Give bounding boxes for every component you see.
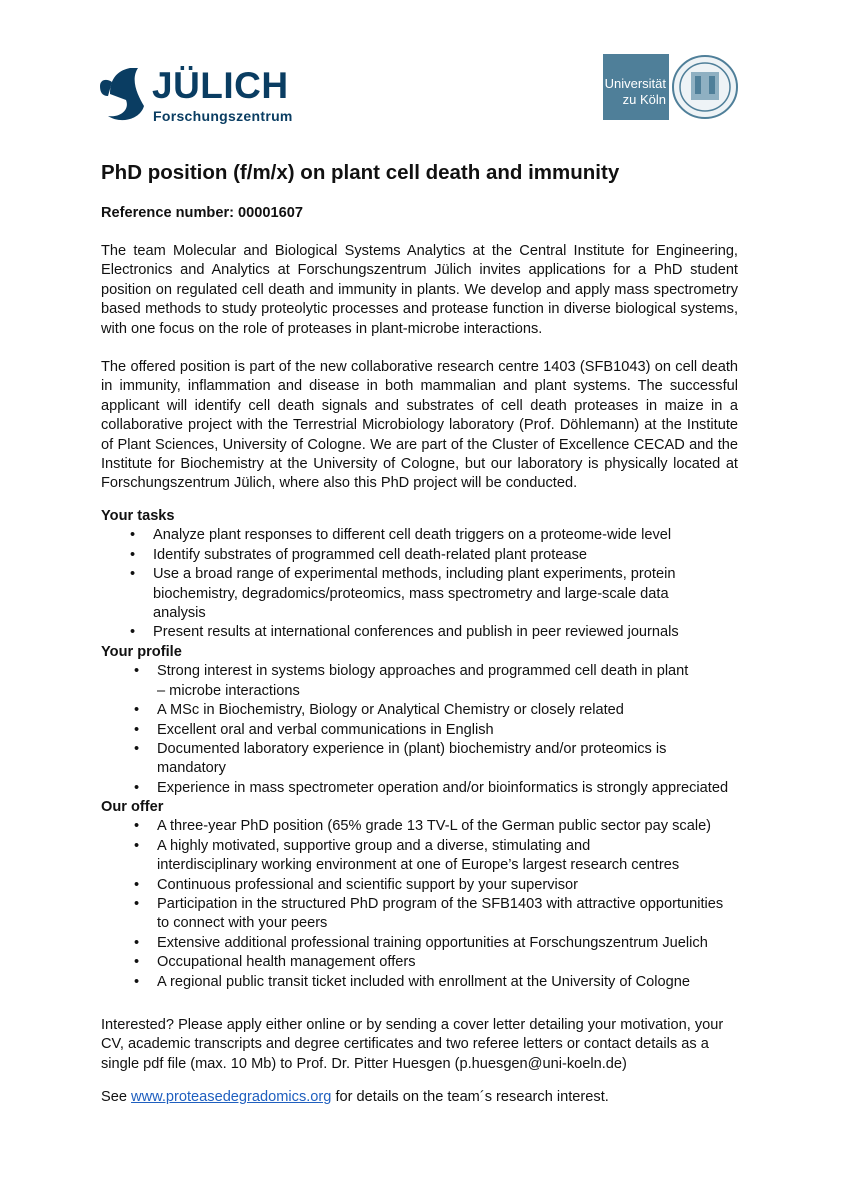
list-item: • Documented laboratory experience in (plant) biochemistry and/or proteomics is mandatory <box>101 740 738 779</box>
list-item: • A regional public transit ticket included with enrollment at the University of Cologne <box>101 973 738 992</box>
list-item: • Extensive additional professional training opportunities at Forschungszentrum Juelich <box>101 934 738 953</box>
julich-name: JÜLICH <box>152 65 289 106</box>
page-title: PhD position (f/m/x) on plant cell death and immunity <box>101 161 620 184</box>
tasks-heading: Your tasks <box>101 508 175 524</box>
offer-heading: Our offer <box>101 799 164 815</box>
see-suffix: for details on the team´s research interest. <box>331 1089 609 1105</box>
list-item: • A highly motivated, supportive group and a diverse, stimulating and interdisciplinary working environment at one of Europe’s largest research centres <box>101 837 738 876</box>
julich-subtitle: Forschungszentrum <box>153 108 293 124</box>
profile-section <box>101 643 738 798</box>
list-item: • A three-year PhD position (65% grade 13 TV-L of the German public sector pay scale) <box>101 817 738 836</box>
website-link[interactable]: www.proteasedegradomics.org <box>131 1089 332 1105</box>
list-item: • Continuous professional and scientific support by your supervisor <box>101 876 738 895</box>
uni-koeln-logo <box>603 54 669 120</box>
uni-line1: Universität <box>604 76 666 91</box>
list-item: • Strong interest in systems biology approaches and programmed cell death in plant – microbe interactions <box>101 662 738 701</box>
list-item: • Participation in the structured PhD program of the SFB1403 with attractive opportunities to connect with your peers <box>101 895 738 934</box>
intro-paragraph: The team Molecular and Biological Systems Analytics at the Central Institute for Engineering, Electronics and Analytics at Forschungszentrum Jülich invites applications for a PhD student position on regulated cell death and immunity in plants. We develop and apply mass spectrometry based methods to study proteolytic processes and protease function in diverse biological systems, with one focus on the role of proteases in plant-microbe interactions. <box>101 243 738 337</box>
tasks-section <box>101 507 738 643</box>
list-item: • Use a broad range of experimental methods, including plant experiments, protein biochemistry, degradomics/proteomics, mass spectrometry and large-scale data analysis <box>101 565 738 623</box>
list-item: • Present results at international conferences and publish in peer reviewed journals <box>101 623 738 642</box>
offer-section <box>101 798 738 992</box>
university-seal-icon <box>671 54 739 120</box>
position-paragraph: The offered position is part of the new collaborative research centre 1403 (SFB1043) on cell death in immunity, inflammation and disease in both mammalian and plant systems. The successful applicant will identify cell death signals and substrates of cell death proteases in maize in a collaborative project with the Terrestrial Microbiology laboratory (Prof. Döhlemann) at the Institute of Plant Sciences, University of Cologne. We are part of the Cluster of Excellence CECAD and the Institute for Biochemistry at the University of Cologne, but our laboratory is physically located at Forschungszentrum Jülich, where also this PhD project will be conducted. <box>101 359 738 492</box>
reference-number: Reference number: 00001607 <box>101 205 303 221</box>
list-item: • Experience in mass spectrometer operation and/or bioinformatics is strongly appreciated <box>101 779 738 798</box>
uni-line2: zu Köln <box>622 92 666 107</box>
see-line <box>101 1088 738 1107</box>
list-item: • Identify substrates of programmed cell death-related plant protease <box>101 546 738 565</box>
list-item: • Excellent oral and verbal communications in English <box>101 721 738 740</box>
see-prefix: See <box>101 1089 132 1105</box>
list-item: • Occupational health management offers <box>101 953 738 972</box>
list-item: • Analyze plant responses to different cell death triggers on a proteome-wide level <box>101 526 738 545</box>
profile-heading: Your profile <box>101 644 182 660</box>
list-item: • A MSc in Biochemistry, Biology or Analytical Chemistry or closely related <box>101 701 738 720</box>
application-paragraph: Interested? Please apply either online or by sending a cover letter detailing your motivation, your CV, academic transcripts and degree certificates and two referee letters or contact details as a single pdf file (max. 10 Mb) to Prof. Dr. Pitter Huesgen (p.huesgen@uni-koeln.de) <box>101 1017 724 1072</box>
